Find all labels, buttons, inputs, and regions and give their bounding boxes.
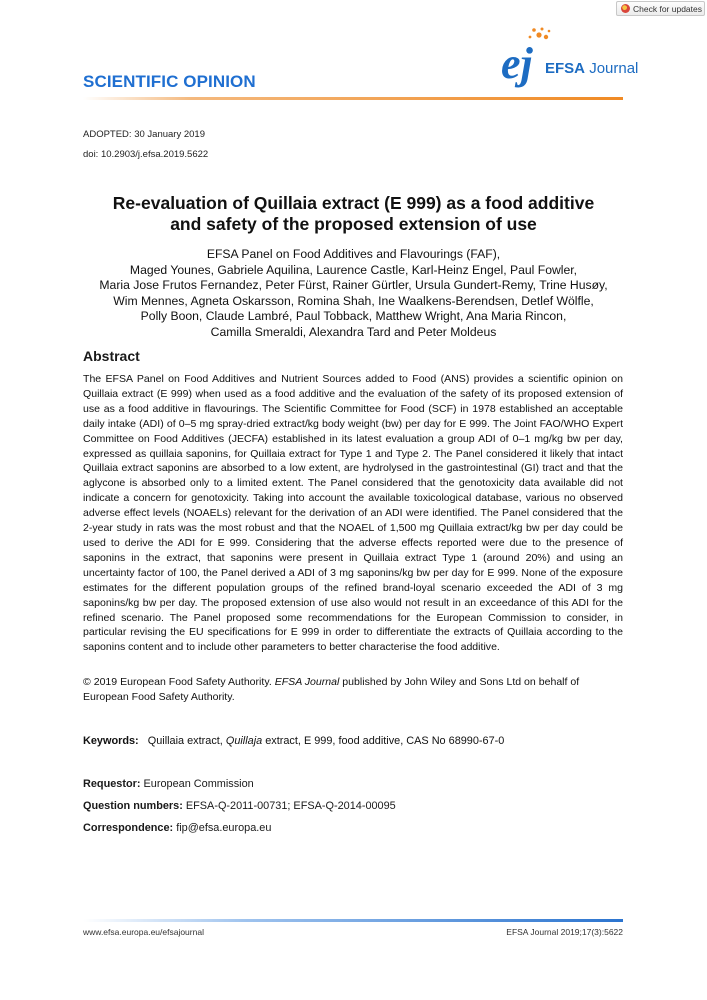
copyright-notice [83, 675, 623, 705]
check-for-updates-button[interactable] [616, 1, 705, 16]
abstract-body: The EFSA Panel on Food Additives and Nutrient Sources added to Food (ANS) provides a scientific opinion on Quillaia extract (E 999) when used as a food additive and the evaluation of the safety of its proposed extension of use as a food additive in flavourings. The Scientific Committee for Food (SCF) in 1978 established an acceptable daily intake (ADI) of 0–5 mg spray-dried extract/kg body weight (bw) per day for E 999. The Joint FAO/WHO Expert Committee on Food Additives (JECFA) established in its latest evaluation a group ADI of 0–1 mg/kg bw per day, expressed as quillaia saponins, for Quillaia extract for Type 1 and Type 2. The Panel considered it likely that intact Quillaia extract saponins are absorbed to a low extent, are hydrolysed in the gastrointestinal (GI) tract and that the aglycone is absorbed only to a limited extent. The Panel considered that the genotoxicity data available did not indicate a concern for genotoxicity. Taking into account the available toxicological database, various no observed adverse effect levels (NOAELs) relevant for the derivation of an ADI were identified. The Panel considered that the 2-year study in rats was the most robust and that the NOAEL of 1,500 mg Quillaia extract/kg bw per day could be used to derive the ADI for E 999. Considering that the adverse effects reported were due to the presence of saponins in the extract, that saponins were present in Quillaia extract Type 1 (around 20%) and using an uncertainty factor of 100, the Panel derived a ADI of 3 mg saponins/kg bw per day for E 999. None of the exposure estimates for the different population groups of the refined brand-loyal scenario exceeded the ADI of 3 mg saponins/kg bw per day. The proposed extension of use also would not result in an exceedance of this ADI for the refined scenario. The Panel proposed some recommendations for the European Commission to consider, in particular revising the EU specifications for E 999 in order to differentiate the extracts of Quillaia according to the saponins content and to include other parameters to better characterise the food additive. [83, 373, 623, 654]
header-rule [83, 97, 623, 100]
keywords-label: Keywords: [83, 735, 139, 747]
question-numbers-value: EFSA-Q-2011-00731; EFSA-Q-2014-00095 [185, 800, 396, 812]
correspondence-email[interactable]: fip@efsa.europa.eu [176, 822, 272, 834]
question-numbers [83, 800, 396, 812]
logo-wordmark [545, 60, 638, 77]
keywords-part-1: Quillaia extract, [147, 735, 226, 747]
author-line-6: Camilla Smeraldi, Alexandra Tard and Peter Moldeus [210, 324, 497, 339]
keywords [83, 735, 504, 747]
question-numbers-label: Question numbers: [83, 800, 183, 812]
author-line-2: Maged Younes, Gabriele Aquilina, Laurence Castle, Karl-Heinz Engel, Paul Fowler, [129, 262, 578, 277]
adopted-date: ADOPTED: 30 January 2019 [83, 129, 205, 140]
copyright-prefix: © 2019 European Food Safety Authority. [83, 676, 275, 688]
correspondence-label: Correspondence: [83, 822, 174, 834]
logo-dots [529, 28, 551, 40]
section-label: SCIENTIFIC OPINION [83, 72, 256, 91]
efsa-journal-logo [497, 26, 627, 88]
requestor [83, 778, 254, 790]
logo-letter: ej [501, 39, 533, 88]
check-for-updates-label: Check for updates [633, 3, 702, 14]
keywords-part-2: extract, E 999, food additive, CAS No 68990-67-0 [262, 735, 505, 747]
title-line-2: and safety of the proposed extension of use [170, 214, 537, 234]
footer-journal-url[interactable]: www.efsa.europa.eu/efsajournal [83, 927, 204, 937]
footer-rule [83, 919, 623, 922]
logo-brand: EFSA [545, 60, 586, 77]
author-list [70, 247, 637, 341]
author-line-3: Maria Jose Frutos Fernandez, Peter Fürst, Rainer Gürtler, Ursula Gundert-Remy, Trine Husøy, [99, 278, 608, 293]
author-line-5: Polly Boon, Claude Lambré, Paul Tobback, Matthew Wright, Ana Maria Rincon, [140, 309, 567, 324]
abstract-heading: Abstract [83, 348, 140, 364]
doi[interactable]: doi: 10.2903/j.efsa.2019.5622 [83, 149, 209, 160]
keywords-italic: Quillaja [225, 735, 263, 747]
correspondence [83, 822, 271, 834]
author-line-4: Wim Mennes, Agneta Oskarsson, Romina Shah, Ine Waalkens-Berendsen, Detlef Wölfle, [113, 293, 594, 308]
paper-title [60, 193, 647, 235]
title-line-1: Re-evaluation of Quillaia extract (E 999) as a food additive [112, 193, 595, 213]
requestor-label: Requestor: [83, 778, 141, 790]
requestor-value: European Commission [143, 778, 254, 790]
author-line-1: EFSA Panel on Food Additives and Flavourings (FAF), [206, 247, 501, 261]
footer-citation: EFSA Journal 2019;17(3):5622 [506, 927, 623, 937]
copyright-journal: EFSA Journal [274, 676, 340, 688]
logo-journal: Journal [589, 60, 639, 77]
copyright-suffix: published by John Wiley and Sons Ltd on behalf of European Food Safety Authority. [83, 676, 580, 703]
crossmark-icon [621, 4, 630, 13]
